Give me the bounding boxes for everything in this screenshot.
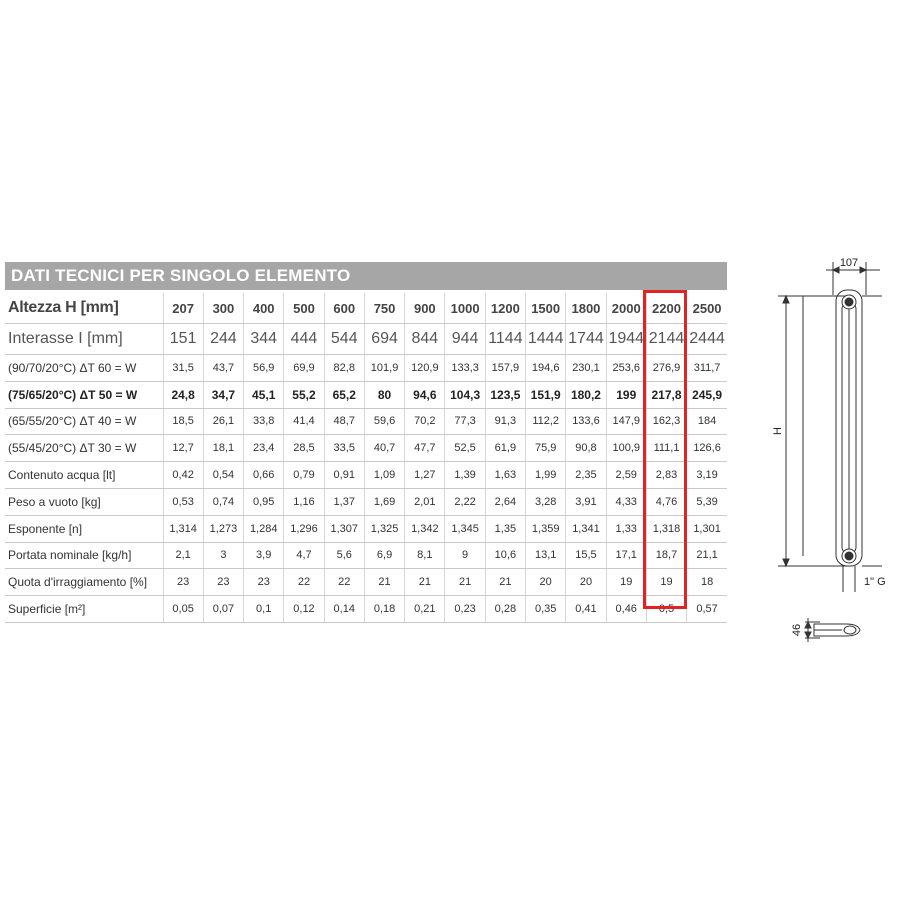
- table-cell: 1,318: [646, 515, 686, 542]
- table-cell: 13,1: [526, 542, 566, 569]
- table-cell: 3,28: [526, 488, 566, 515]
- column-header: 1000: [445, 293, 485, 324]
- row-label: Peso a vuoto [kg]: [5, 488, 163, 515]
- table-cell: 23,4: [244, 435, 284, 462]
- table-cell: 0,28: [485, 596, 525, 623]
- row-label: (75/65/20°C) ΔT 50 = W: [5, 381, 163, 408]
- table-cell: 694: [364, 324, 404, 355]
- table-cell: 0,14: [324, 596, 364, 623]
- table-cell: 101,9: [364, 355, 404, 382]
- row-label: Altezza H [mm]: [5, 293, 163, 324]
- table-cell: 151: [163, 324, 203, 355]
- table-cell: 65,2: [324, 381, 364, 408]
- table-cell: 0,12: [284, 596, 324, 623]
- table-cell: 22: [284, 569, 324, 596]
- table-cell: 1,301: [687, 515, 727, 542]
- table-cell: 69,9: [284, 355, 324, 382]
- table-cell: 0,05: [163, 596, 203, 623]
- table-cell: 1,342: [405, 515, 445, 542]
- table-cell: 59,6: [364, 408, 404, 435]
- column-header: 400: [244, 293, 284, 324]
- table-cell: 55,2: [284, 381, 324, 408]
- table-cell: 21,1: [687, 542, 727, 569]
- table-cell: 1,345: [445, 515, 485, 542]
- table-cell: 444: [284, 324, 324, 355]
- table-cell: 2,35: [566, 462, 606, 489]
- table-cell: 40,7: [364, 435, 404, 462]
- table-cell: 180,2: [566, 381, 606, 408]
- table-cell: 544: [324, 324, 364, 355]
- table-cell: 133,6: [566, 408, 606, 435]
- column-header: 2200: [646, 293, 686, 324]
- table-cell: 0,5: [646, 596, 686, 623]
- table-cell: 0,57: [687, 596, 727, 623]
- table-cell: 82,8: [324, 355, 364, 382]
- table-cell: 1,09: [364, 462, 404, 489]
- table-cell: 10,6: [485, 542, 525, 569]
- table-cell: 1,35: [485, 515, 525, 542]
- table-cell: 6,9: [364, 542, 404, 569]
- table-cell: 1,341: [566, 515, 606, 542]
- table-cell: 23: [203, 569, 243, 596]
- row-label: (65/55/20°C) ΔT 40 = W: [5, 408, 163, 435]
- table-cell: 0,66: [244, 462, 284, 489]
- table-cell: 5,6: [324, 542, 364, 569]
- table-cell: 0,1: [244, 596, 284, 623]
- table-cell: 1,33: [606, 515, 646, 542]
- table-cell: 52,5: [445, 435, 485, 462]
- table-cell: 2,1: [163, 542, 203, 569]
- height-label: H: [772, 427, 784, 435]
- row-label: Interasse I [mm]: [5, 324, 163, 355]
- table-cell: 276,9: [646, 355, 686, 382]
- table-cell: 23: [163, 569, 203, 596]
- table-cell: 1144: [485, 324, 525, 355]
- table-cell: 217,8: [646, 381, 686, 408]
- table-cell: 0,07: [203, 596, 243, 623]
- table-cell: 1,296: [284, 515, 324, 542]
- row-label: (55/45/20°C) ΔT 30 = W: [5, 435, 163, 462]
- table-cell: 0,74: [203, 488, 243, 515]
- column-header: 900: [405, 293, 445, 324]
- column-header: 207: [163, 293, 203, 324]
- table-cell: 1444: [526, 324, 566, 355]
- row-label: Portata nominale [kg/h]: [5, 542, 163, 569]
- table-cell: 0,42: [163, 462, 203, 489]
- table-cell: 80: [364, 381, 404, 408]
- column-header: 2000: [606, 293, 646, 324]
- table-cell: 184: [687, 408, 727, 435]
- column-header: 750: [364, 293, 404, 324]
- table-cell: 23: [244, 569, 284, 596]
- table-cell: 33,8: [244, 408, 284, 435]
- table-cell: 126,6: [687, 435, 727, 462]
- table-cell: 0,95: [244, 488, 284, 515]
- table-cell: 90,8: [566, 435, 606, 462]
- table-cell: 70,2: [405, 408, 445, 435]
- table-cell: 120,9: [405, 355, 445, 382]
- table-cell: 20: [526, 569, 566, 596]
- table-cell: 21: [405, 569, 445, 596]
- table-cell: 844: [405, 324, 445, 355]
- table-cell: 21: [485, 569, 525, 596]
- table-cell: 230,1: [566, 355, 606, 382]
- table-cell: 0,18: [364, 596, 404, 623]
- table-cell: 3: [203, 542, 243, 569]
- column-header: 600: [324, 293, 364, 324]
- table-cell: 94,6: [405, 381, 445, 408]
- column-header: 1500: [526, 293, 566, 324]
- table-cell: 2,22: [445, 488, 485, 515]
- table-cell: 4,33: [606, 488, 646, 515]
- table-cell: 18,5: [163, 408, 203, 435]
- table-cell: 8,1: [405, 542, 445, 569]
- table-cell: 0,21: [405, 596, 445, 623]
- table-cell: 48,7: [324, 408, 364, 435]
- table-cell: 199: [606, 381, 646, 408]
- table-cell: 1,359: [526, 515, 566, 542]
- table-cell: 944: [445, 324, 485, 355]
- column-header: 2500: [687, 293, 727, 324]
- row-label: Superficie [m²]: [5, 596, 163, 623]
- table-cell: 26,1: [203, 408, 243, 435]
- column-header: 1200: [485, 293, 525, 324]
- table-cell: 1,16: [284, 488, 324, 515]
- table-cell: 34,7: [203, 381, 243, 408]
- column-header: 300: [203, 293, 243, 324]
- table-cell: 21: [364, 569, 404, 596]
- table-cell: 2144: [646, 324, 686, 355]
- table-cell: 1,325: [364, 515, 404, 542]
- table-cell: 2444: [687, 324, 727, 355]
- table-cell: 17,1: [606, 542, 646, 569]
- column-header: 500: [284, 293, 324, 324]
- table-cell: 1,307: [324, 515, 364, 542]
- table-cell: 0,53: [163, 488, 203, 515]
- table-cell: 2,01: [405, 488, 445, 515]
- table-cell: 0,23: [445, 596, 485, 623]
- table-cell: 162,3: [646, 408, 686, 435]
- table-cell: 1,63: [485, 462, 525, 489]
- row-label: Contenuto acqua [lt]: [5, 462, 163, 489]
- table-cell: 75,9: [526, 435, 566, 462]
- table-cell: 33,5: [324, 435, 364, 462]
- table-cell: 0,79: [284, 462, 324, 489]
- table-cell: 123,5: [485, 381, 525, 408]
- table-cell: 2,83: [646, 462, 686, 489]
- table-cell: 0,41: [566, 596, 606, 623]
- connection-label: 1" G: [864, 576, 886, 588]
- width-label: 107: [839, 257, 859, 269]
- table-cell: 3,9: [244, 542, 284, 569]
- table-cell: 0,91: [324, 462, 364, 489]
- table-cell: 0,35: [526, 596, 566, 623]
- table-cell: 112,2: [526, 408, 566, 435]
- table-cell: 151,9: [526, 381, 566, 408]
- table-cell: 311,7: [687, 355, 727, 382]
- table-cell: 18,7: [646, 542, 686, 569]
- table-cell: 1,27: [405, 462, 445, 489]
- table-cell: 0,46: [606, 596, 646, 623]
- height-dimension: [778, 296, 848, 566]
- table-cell: 1,69: [364, 488, 404, 515]
- table-cell: 4,7: [284, 542, 324, 569]
- table-cell: 24,8: [163, 381, 203, 408]
- table-cell: 2,64: [485, 488, 525, 515]
- table-cell: 2,59: [606, 462, 646, 489]
- table-cell: 1,39: [445, 462, 485, 489]
- table-cell: 3,91: [566, 488, 606, 515]
- radiator-body: [836, 290, 882, 592]
- table-cell: 100,9: [606, 435, 646, 462]
- table-cell: 22: [324, 569, 364, 596]
- table-cell: 28,5: [284, 435, 324, 462]
- table-cell: 344: [244, 324, 284, 355]
- table-cell: 19: [646, 569, 686, 596]
- side-profile: [805, 618, 860, 642]
- table-cell: 47,7: [405, 435, 445, 462]
- table-cell: 9: [445, 542, 485, 569]
- table-cell: 61,9: [485, 435, 525, 462]
- table-cell: 147,9: [606, 408, 646, 435]
- column-header: 1800: [566, 293, 606, 324]
- table-cell: 43,7: [203, 355, 243, 382]
- table-cell: 91,3: [485, 408, 525, 435]
- table-cell: 194,6: [526, 355, 566, 382]
- table-cell: 31,5: [163, 355, 203, 382]
- table-cell: 1,99: [526, 462, 566, 489]
- table-cell: 133,3: [445, 355, 485, 382]
- table-cell: 77,3: [445, 408, 485, 435]
- table-title: DATI TECNICI PER SINGOLO ELEMENTO: [5, 262, 727, 290]
- row-label: Quota d'irraggiamento [%]: [5, 569, 163, 596]
- table-cell: 1,273: [203, 515, 243, 542]
- table-cell: 5,39: [687, 488, 727, 515]
- table-cell: 1,314: [163, 515, 203, 542]
- table-cell: 253,6: [606, 355, 646, 382]
- table-cell: 111,1: [646, 435, 686, 462]
- table-cell: 1,37: [324, 488, 364, 515]
- table-cell: 21: [445, 569, 485, 596]
- table-cell: 0,54: [203, 462, 243, 489]
- table-cell: 41,4: [284, 408, 324, 435]
- row-label: (90/70/20°C) ΔT 60 = W: [5, 355, 163, 382]
- table-cell: 12,7: [163, 435, 203, 462]
- table-cell: 157,9: [485, 355, 525, 382]
- row-label: Esponente [n]: [5, 515, 163, 542]
- table-cell: 244: [203, 324, 243, 355]
- table-cell: 1,284: [244, 515, 284, 542]
- table-cell: 245,9: [687, 381, 727, 408]
- table-cell: 3,19: [687, 462, 727, 489]
- table-cell: 18,1: [203, 435, 243, 462]
- table-cell: 20: [566, 569, 606, 596]
- table-cell: 4,76: [646, 488, 686, 515]
- depth-label: 46: [791, 623, 803, 637]
- table-cell: 18: [687, 569, 727, 596]
- table-cell: 56,9: [244, 355, 284, 382]
- table-cell: 1944: [606, 324, 646, 355]
- table-cell: 15,5: [566, 542, 606, 569]
- table-cell: 45,1: [244, 381, 284, 408]
- table-cell: 104,3: [445, 381, 485, 408]
- table-cell: 19: [606, 569, 646, 596]
- table-cell: 1744: [566, 324, 606, 355]
